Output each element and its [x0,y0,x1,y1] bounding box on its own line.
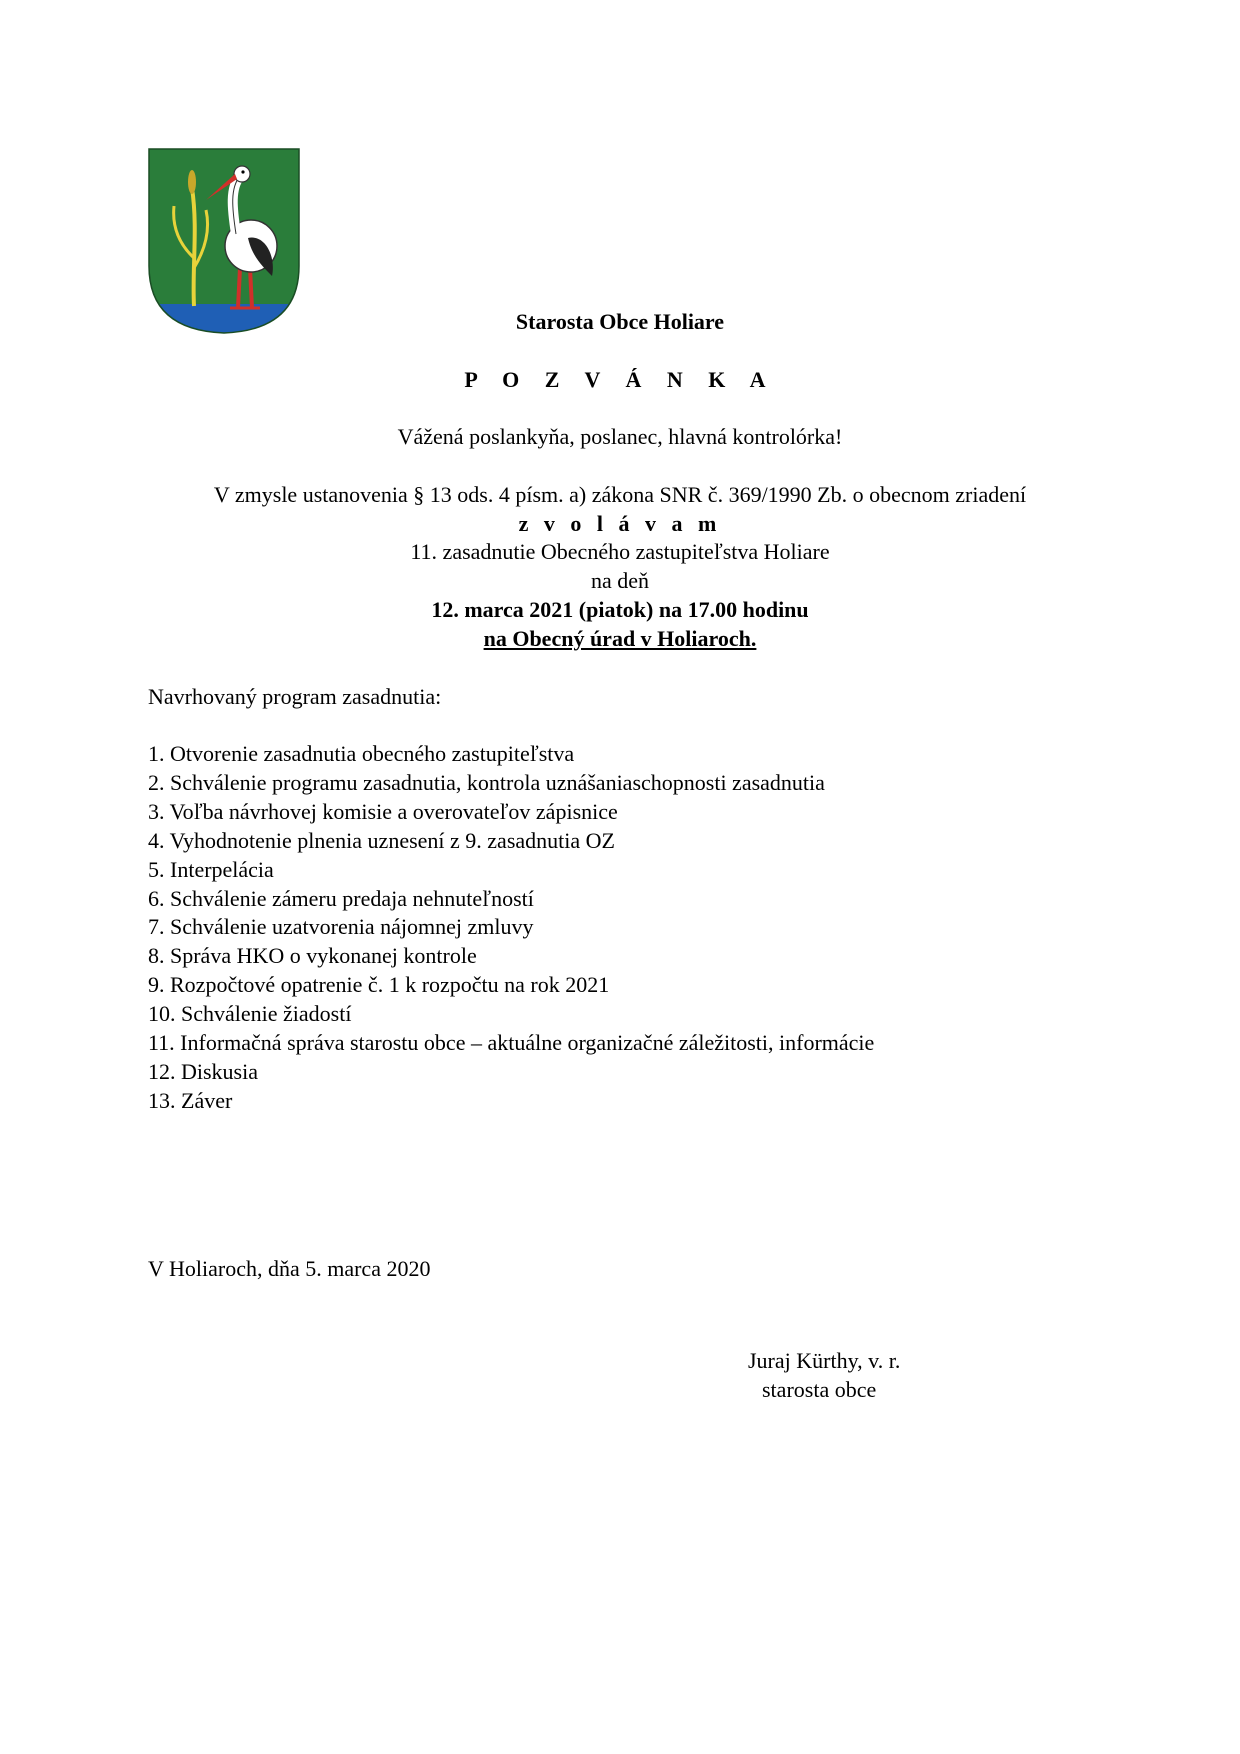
program-list [148,740,874,1116]
program-item: 5. Interpelácia [148,856,274,882]
program-item: 8. Správa HKO o vykonanej kontrole [148,943,477,969]
program-item: 6. Schválenie zámeru predaja nehnuteľností [148,885,534,911]
program-item: 2. Schválenie programu zasadnutia, kontrola uznášaniaschopnosti zasadnutia [148,769,825,795]
place-and-date: V Holiaroch, dňa 5. marca 2020 [148,1256,431,1281]
signature-role: starosta obce [762,1377,877,1402]
program-heading: Navrhovaný program zasadnutia: [148,684,442,709]
convocation-verb: z v o l á v a m [518,511,722,536]
on-day-text: na deň [590,568,650,593]
coat-of-arms [148,148,300,334]
signature-name: Juraj Kürthy, v. r. [748,1348,901,1373]
author-heading: Starosta Obce Holiare [515,309,725,334]
program-item: 1. Otvorenie zasadnutia obecného zastupiteľstva [148,741,575,766]
meeting-datetime: 12. marca 2021 (piatok) na 17.00 hodinu [431,597,809,622]
program-item: 7. Schválenie uzatvorenia nájomnej zmluvy [148,914,534,940]
document-title: P O Z V Á N K A [464,367,776,392]
meeting-place: na Obecný úrad v Holiaroch. [483,626,757,651]
program-item: 10. Schválenie žiadostí [148,1001,352,1027]
meeting-name: 11. zasadnutie Obecného zastupiteľstva Holiare [410,539,830,564]
program-item: 13. Záver [148,1087,233,1113]
salutation: Vážená poslankyňa, poslanec, hlavná kontrolórka! [397,424,843,449]
program-item: 4. Vyhodnotenie plnenia uznesení z 9. zasadnutia OZ [148,827,615,853]
program-item: 3. Voľba návrhovej komisie a overovateľov zápisnice [148,798,618,824]
program-item: 9. Rozpočtové opatrenie č. 1 k rozpočtu na rok 2021 [148,972,610,998]
program-item: 12. Diskusia [148,1058,258,1084]
legal-basis: V zmysle ustanovenia § 13 ods. 4 písm. a) zákona SNR č. 369/1990 Zb. o obecnom zriadení [213,482,1027,507]
program-item: 11. Informačná správa starostu obce – aktuálne organizačné záležitosti, informácie [148,1030,875,1056]
